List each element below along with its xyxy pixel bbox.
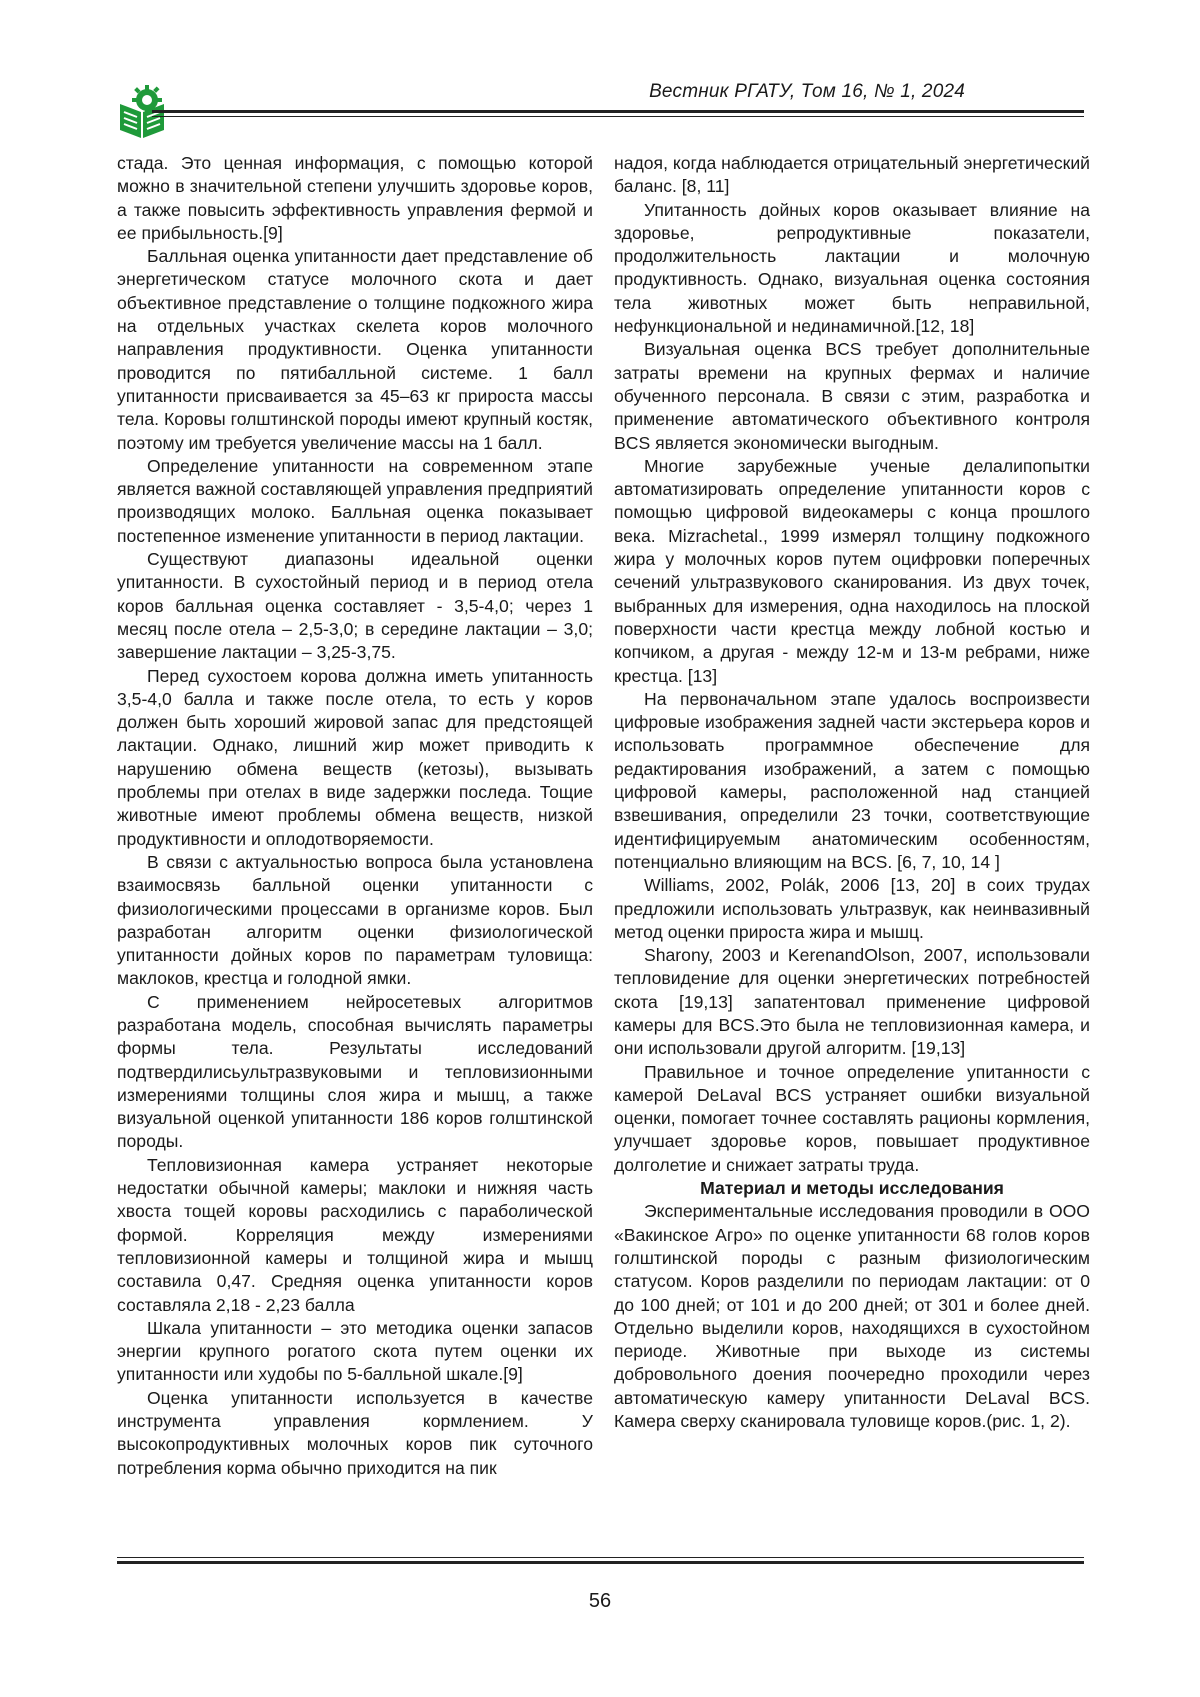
right-column bbox=[614, 152, 1090, 1433]
page-number: 56 bbox=[588, 1590, 612, 1612]
paragraph: Sharony, 2003 и KerenandOlson, 2007, использовали тепловидение для оценки энергетических потребностей скота [19,13] запатентовал применение цифровой камеры для BCS.Это была не тепловизионная камера, и они использовали другой алгоритм. [19,13] bbox=[614, 945, 1090, 1059]
paragraph: Определение упитанности на современном этапе является важной составляющей управления предприятий производящих молоко. Балльная оценка показывает постепенное изменение упитанности в период лактации. bbox=[117, 455, 593, 546]
paragraph: стада. Это ценная информация, с помощью которой можно в значительной степени улучшить здоровье коров, а также повысить эффективность управления фермой и ее прибыльность.[9] bbox=[117, 153, 593, 243]
section-heading: Материал и методы исследования bbox=[700, 1178, 1004, 1199]
paragraph: Правильное и точное определение упитанности с камерой DeLaval BCS устраняет ошибки визуальной оценки, помогает точнее составлять рационы кормления, улучшает здоровье коров, повышает продуктивное долголетие и снижает затраты труда. bbox=[614, 1061, 1090, 1175]
header-rule-thick bbox=[152, 110, 1084, 113]
paragraph: надоя, когда наблюдается отрицательный энергетический баланс. [8, 11] bbox=[614, 153, 1090, 197]
paragraph: Тепловизионная камера устраняет некоторые недостатки обычной камеры; маклоки и нижняя часть хвоста тощей коровы расходились с параболической формой. Корреляция между измерениями тепловизионной камеры и толщиной жира и мышц составила 0,47. Средняя оценка упитанности коров составляла 2,18 - 2,23 балла bbox=[117, 1154, 593, 1315]
paragraph: Визуальная оценка BCS требует дополнительные затраты времени на крупных фермах и наличие обученного персонала. В связи с этим, разработка и применение автоматического объективного контроля BCS является экономически выгодным. bbox=[614, 339, 1090, 453]
paragraph: Перед сухостоем корова должна иметь упитанность 3,5-4,0 балла и также после отела, то есть у коров должен быть хороший жировой запас для предстоящей лактации. Однако, лишний жир может приводить к нарушению обмена веществ (кетозы), вызывать проблемы при отелах в виде задержки последа. Тощие животные имеют проблемы обмена веществ, низкой продуктивности и оплодотворяемости. bbox=[117, 665, 593, 849]
paragraph: Williams, 2002, Polák, 2006 [13, 20] в соих трудах предложили использовать ультразвук, как неинвазивный метод оценки прироста жира и мышц. bbox=[614, 875, 1090, 942]
paragraph: В связи с актуальностью вопроса была установлена взаимосвязь балльной оценки упитанности с физиологическими процессами в организме коров. Был разработан алгоритм оценки физиологической упитанности дойных коров по параметрам туловища: маклоков, крестца и голодной ямки. bbox=[117, 851, 593, 989]
paragraph: Шкала упитанности – это методика оценки запасов энергии крупного рогатого скота путем оценки их упитанности или худобы по 5-балльной шкале.[9] bbox=[117, 1317, 593, 1385]
paragraph: Существуют диапазоны идеальной оценки упитанности. В сухостойный период и в период отела коров балльная оценка составляет - 3,5-4,0; через 1 месяц после отела – 2,5-3,0; в середине лактации – 3,0; завершение лактации – 3,25-3,75. bbox=[117, 549, 593, 663]
left-column bbox=[117, 152, 593, 1480]
paragraph: Многие зарубежные ученые делалипопытки автоматизировать определение упитанности коров с помощью цифровой видеокамеры с конца прошлого века. Mizrachetal., 1999 измерял толщину подкожного жира у молочных коров путем оцифровки поперечных сечений ультразвукового сканирования. Из двух точек, выбранных для измерения, одна находилось на плоской поверхности части крестца между лобной костью и копчиком, а другая - между 12-м и 13-м ребрами, ниже крестца. [13] bbox=[614, 455, 1090, 686]
paragraph: Упитанность дойных коров оказывает влияние на здоровье, репродуктивные показатели, продолжительность лактации и молочную продуктивность. Однако, визуальная оценка состояния тела животных может быть неправильной, нефункциональной и нединамичной.[12, 18] bbox=[614, 199, 1090, 337]
footer-rule-thick bbox=[117, 1561, 1084, 1564]
paragraph: На первоначальном этапе удалось воспроизвести цифровые изображения задней части экстерьера коров и использовать программное обеспечение для редактирования изображений, а затем с помощью цифровой камеры, расположенной над станцией взвешивания, определили 23 точки, соответствующие идентифицируемым анатомическим особенностям, потенциально влияющим на BCS. [6, 7, 10, 14 ] bbox=[614, 688, 1090, 872]
paragraph: Балльная оценка упитанности дает представление об энергетическом статусе молочного скота и дает объективное представление о толщине подкожного жира на отдельных участках скелета коров молочного направления продуктивности. Оценка упитанности проводится по пятибалльной системе. 1 балл упитанности присваивается за 45–63 кг прироста массы тела. Коровы голштинской породы имеют крупный костяк, поэтому им требуется увеличение массы на 1 балл. bbox=[117, 246, 593, 453]
footer-rule-thin bbox=[117, 1557, 1084, 1558]
paragraph: Оценка упитанности используется в качестве инструмента управления кормлением. У высокопродуктивных молочных коров пик суточного потребления корма обычно приходится на пик bbox=[117, 1387, 593, 1478]
journal-title: Вестник РГАТУ, Том 16, № 1, 2024 bbox=[649, 81, 965, 102]
header-rule-thin bbox=[152, 116, 1084, 117]
paragraph: Экспериментальные исследования проводили в ООО «Вакинское Агро» по оценке упитанности 68 голов коров голштинской породы с разным физиологическим статусом. Коров разделили по периодам лактации: от 0 до 100 дней; от 101 и до 200 дней; от 301 и более дней. Отдельно выделили коров, находящихся в сухостойном периоде. Животные при выходе из системы добровольного доения поочередно проходили через автоматическую камеру упитанности DeLaval BCS. Камера сверху сканировала туловище коров.(рис. 1, 2). bbox=[614, 1201, 1090, 1432]
paragraph: С применением нейросетевых алгоритмов разработана модель, способная вычислять параметры формы тела. Результаты исследований подтвердилисьультразвуковыми и тепловизионными измерениями толщины слоя жира и мышц, а также визуальной оценкой упитанности 186 коров голштинской породы. bbox=[117, 991, 593, 1152]
